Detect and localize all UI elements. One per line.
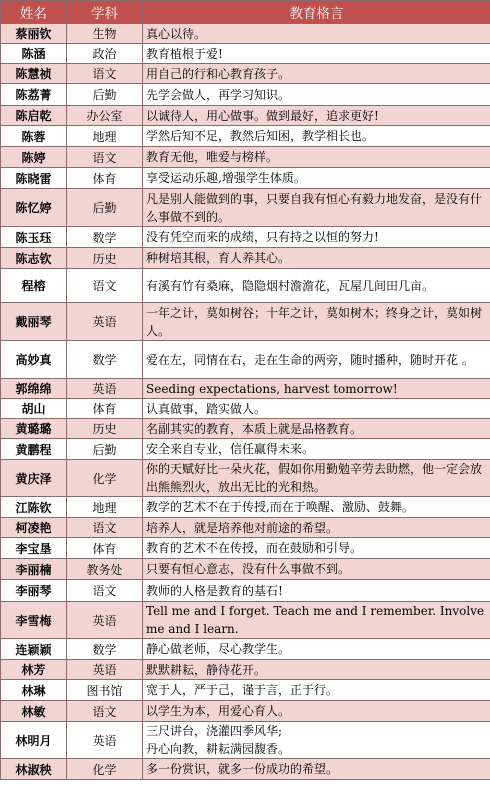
table-row [1, 106, 490, 126]
subject-cell: 语文 [67, 580, 143, 602]
motto-cell: 有溪有竹有桑麻，隐隐烟村澹澹花，瓦屋几间田几亩。 [143, 269, 490, 303]
teacher-name-cell: 林芳 [1, 660, 67, 680]
header-row [1, 1, 490, 24]
subject-cell: 语文 [67, 518, 143, 538]
subject-cell: 政治 [67, 44, 143, 64]
teacher-name-cell: 林明月 [1, 722, 67, 759]
subject-cell: 生物 [67, 24, 143, 44]
teacher-name-cell: 江陈钦 [1, 497, 67, 518]
motto-cell: 默默耕耘，静待花开。 [143, 660, 490, 680]
teacher-name-cell: 黄璐璐 [1, 419, 67, 439]
motto-cell: 三尺讲台，浇灌四季风华; 丹心向教，耕耘满园馥香。 [143, 722, 490, 759]
table-row [1, 126, 490, 147]
table-row [1, 303, 490, 341]
subject-cell: 后勤 [67, 189, 143, 227]
motto-cell: 认真做事，踏实做人。 [143, 399, 490, 419]
teacher-name-cell: 郭绵绵 [1, 379, 67, 399]
subject-cell: 体育 [67, 538, 143, 559]
motto-cell: 一年之计，莫如树谷；十年之计，莫如树木；终身之计，莫如树人。 [143, 303, 490, 341]
table-row [1, 497, 490, 518]
motto-cell: 先学会做人，再学习知识。 [143, 84, 490, 106]
table-row [1, 269, 490, 303]
teacher-name-cell: 黄鹏程 [1, 439, 67, 460]
subject-cell: 地理 [67, 497, 143, 518]
subject-cell: 数学 [67, 639, 143, 660]
subject-cell: 语文 [67, 147, 143, 168]
motto-cell: 培养人，就是培养他对前途的希望。 [143, 518, 490, 538]
motto-cell: 安全来自专业，信任赢得未来。 [143, 439, 490, 460]
table-row [1, 64, 490, 84]
subject-cell: 体育 [67, 168, 143, 189]
teacher-name-cell: 陈蓉 [1, 126, 67, 147]
motto-cell: 教师的人格是教育的基石! [143, 580, 490, 602]
teacher-name-cell: 陈慧祯 [1, 64, 67, 84]
table-row [1, 759, 490, 780]
teacher-name-cell: 陈晓雷 [1, 168, 67, 189]
subject-cell: 教务处 [67, 559, 143, 580]
table-row [1, 399, 490, 419]
header-motto: 教育格言 [143, 1, 490, 24]
motto-cell: 只要有恒心意志，没有什么事做不到。 [143, 559, 490, 580]
motto-cell: 享受运动乐趣,增强学生体质。 [143, 168, 490, 189]
subject-cell: 办公室 [67, 106, 143, 126]
subject-cell: 语文 [67, 269, 143, 303]
table-row [1, 559, 490, 580]
motto-cell: 宽于人，严于己，谨于言，正于行。 [143, 680, 490, 701]
table-row [1, 680, 490, 701]
subject-cell: 英语 [67, 379, 143, 399]
teacher-name-cell: 李丽楠 [1, 559, 67, 580]
table-row [1, 248, 490, 269]
subject-cell: 数学 [67, 227, 143, 248]
teacher-name-cell: 陈荔菁 [1, 84, 67, 106]
subject-cell: 后勤 [67, 439, 143, 460]
teacher-name-cell: 陈志钦 [1, 248, 67, 269]
teacher-name-cell: 陈涵 [1, 44, 67, 64]
motto-cell: 真心以待。 [143, 24, 490, 44]
table-row [1, 518, 490, 538]
table-row [1, 44, 490, 64]
teacher-name-cell: 连颖颖 [1, 639, 67, 660]
motto-cell: 种树培其根，育人养其心。 [143, 248, 490, 269]
subject-cell: 体育 [67, 399, 143, 419]
motto-cell: 你的天赋好比一朵火花，假如你用勤勉辛劳去助燃，他一定会放出熊熊烈火，放出无比的光和热。 [143, 460, 490, 497]
motto-cell: 教学的艺术不在于传授,而在于唤醒、激励、鼓舞。 [143, 497, 490, 518]
teacher-name-cell: 程榕 [1, 269, 67, 303]
subject-cell: 英语 [67, 303, 143, 341]
teacher-name-cell: 胡山 [1, 399, 67, 419]
motto-cell: 学然后知不足，教然后知困，教学相长也。 [143, 126, 490, 147]
teacher-name-cell: 柯凌艳 [1, 518, 67, 538]
teacher-name-cell: 林敏 [1, 701, 67, 722]
header-subject: 学科 [67, 1, 143, 24]
teacher-name-cell: 陈婷 [1, 147, 67, 168]
teacher-name-cell: 林淑秧 [1, 759, 67, 780]
subject-cell: 历史 [67, 248, 143, 269]
table-row [1, 24, 490, 44]
motto-cell: Tell me and I forget. Teach me and I remember. Involve me and I learn. [143, 602, 490, 639]
table-row [1, 460, 490, 497]
subject-cell: 历史 [67, 419, 143, 439]
motto-cell: 以学生为本，用爱心育人。 [143, 701, 490, 722]
table-row [1, 84, 490, 106]
motto-cell: 多一份赏识，就多一份成功的希望。 [143, 759, 490, 780]
teacher-name-cell: 陈启乾 [1, 106, 67, 126]
table-row [1, 147, 490, 168]
subject-cell: 地理 [67, 126, 143, 147]
motto-cell: 教育植根于爱! [143, 44, 490, 64]
subject-cell: 英语 [67, 602, 143, 639]
subject-cell: 后勤 [67, 84, 143, 106]
table-row [1, 722, 490, 759]
subject-cell: 数学 [67, 341, 143, 379]
motto-cell: 名副其实的教育，本质上就是品格教育。 [143, 419, 490, 439]
table-row [1, 701, 490, 722]
teacher-name-cell: 戴丽琴 [1, 303, 67, 341]
motto-cell: 爱在左，同情在右，走在生命的两旁，随时播种，随时开花 。 [143, 341, 490, 379]
table-row [1, 660, 490, 680]
table-row [1, 580, 490, 602]
table-row [1, 341, 490, 379]
teacher-name-cell: 高妙真 [1, 341, 67, 379]
motto-cell: 教育无他，唯爱与榜样。 [143, 147, 490, 168]
motto-cell: 教育的艺术不在传授，而在鼓励和引导。 [143, 538, 490, 559]
motto-cell: 没有凭空而来的成绩，只有持之以恒的努力! [143, 227, 490, 248]
subject-cell: 化学 [67, 460, 143, 497]
table-row [1, 379, 490, 399]
table-row [1, 639, 490, 660]
teacher-name-cell: 蔡丽钦 [1, 24, 67, 44]
motto-cell: Seeding expectations, harvest tomorrow! [143, 379, 490, 399]
table-row [1, 419, 490, 439]
subject-cell: 英语 [67, 660, 143, 680]
teacher-name-cell: 李宝垦 [1, 538, 67, 559]
subject-cell: 化学 [67, 759, 143, 780]
table-row [1, 538, 490, 559]
teacher-name-cell: 陈忆婷 [1, 189, 67, 227]
header-name: 姓名 [1, 1, 67, 24]
subject-cell: 语文 [67, 701, 143, 722]
subject-cell: 英语 [67, 722, 143, 759]
table-row [1, 168, 490, 189]
subject-cell: 图书馆 [67, 680, 143, 701]
teacher-name-cell: 陈玉珏 [1, 227, 67, 248]
teacher-name-cell: 李丽琴 [1, 580, 67, 602]
motto-cell: 静心做老师，尽心教学生。 [143, 639, 490, 660]
teacher-name-cell: 黄庆泽 [1, 460, 67, 497]
table-row [1, 602, 490, 639]
table-row [1, 439, 490, 460]
table-row [1, 227, 490, 248]
teacher-name-cell: 李雪梅 [1, 602, 67, 639]
motto-cell: 用自己的行和心教育孩子。 [143, 64, 490, 84]
motto-cell: 以诚待人，用心做事。做到最好，追求更好! [143, 106, 490, 126]
subject-cell: 语文 [67, 64, 143, 84]
table-row [1, 189, 490, 227]
teacher-name-cell: 林琳 [1, 680, 67, 701]
motto-cell: 凡是别人能做到的事，只要自我有恒心有毅力地发奋，是没有什么事做不到的。 [143, 189, 490, 227]
